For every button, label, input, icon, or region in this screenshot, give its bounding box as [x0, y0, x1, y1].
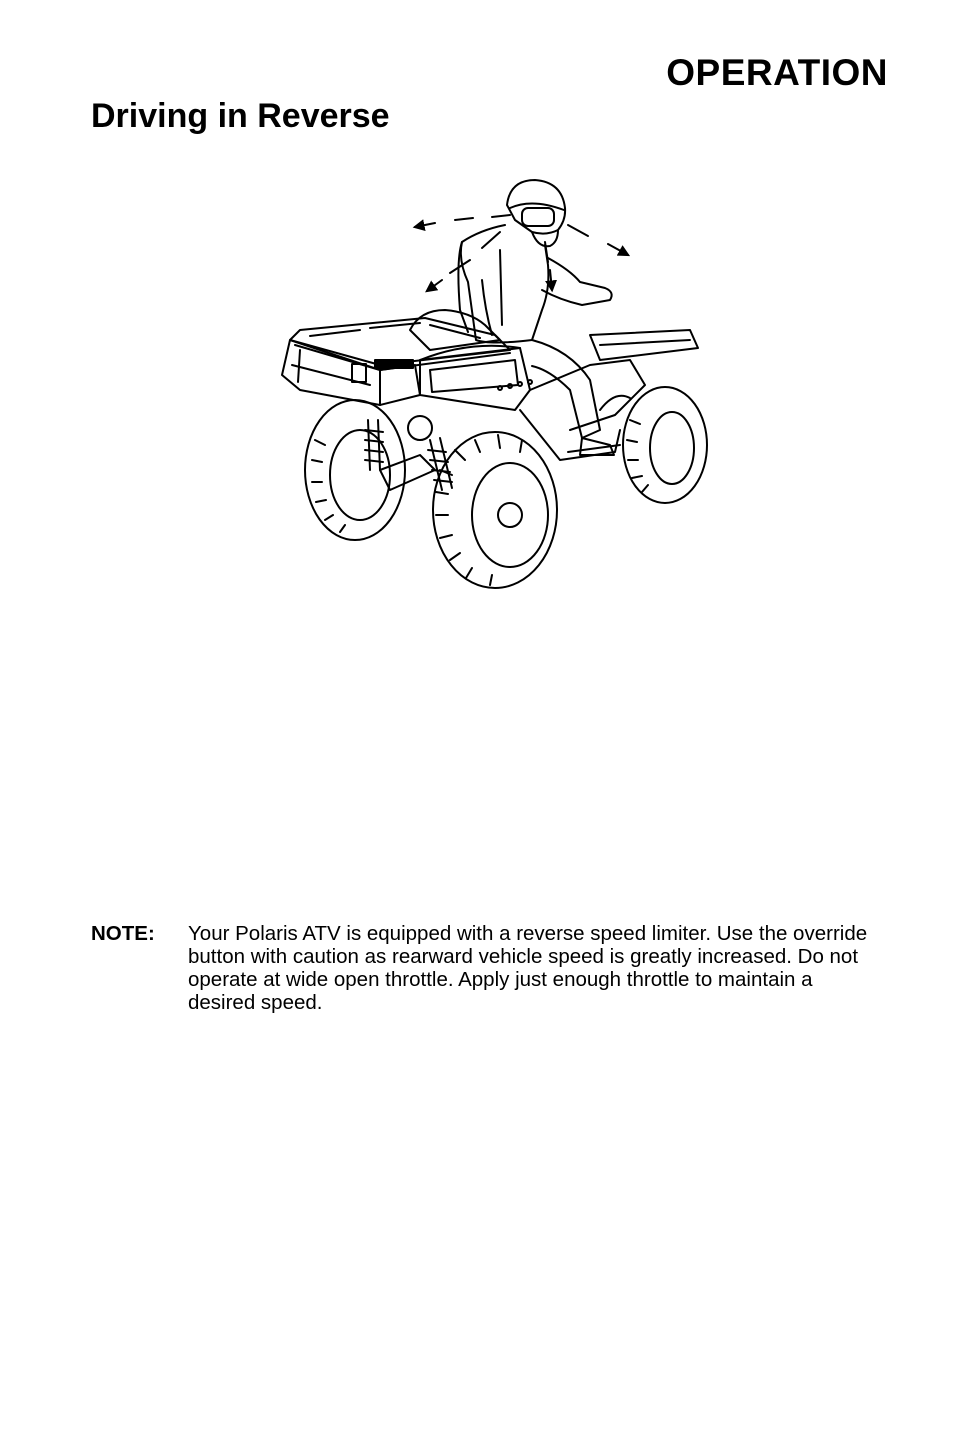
section-header: OPERATION [666, 52, 888, 93]
note-block [91, 922, 871, 1014]
page-title: Driving in Reverse [91, 97, 390, 135]
atv-wheels [305, 387, 707, 588]
rider-helmet [507, 180, 565, 246]
look-arrows [415, 215, 628, 291]
note-label: NOTE: [91, 922, 155, 945]
atv-body [282, 310, 698, 490]
rider-body [458, 225, 614, 455]
note-text: Your Polaris ATV is equipped with a reverse speed limiter. Use the override button with caution as rearward vehicle speed is greatly increased. Do not operate at wide open throttle. Apply just enough throttle to maintain a desired speed. [188, 922, 868, 1014]
atv-rider-illustration [270, 170, 720, 590]
